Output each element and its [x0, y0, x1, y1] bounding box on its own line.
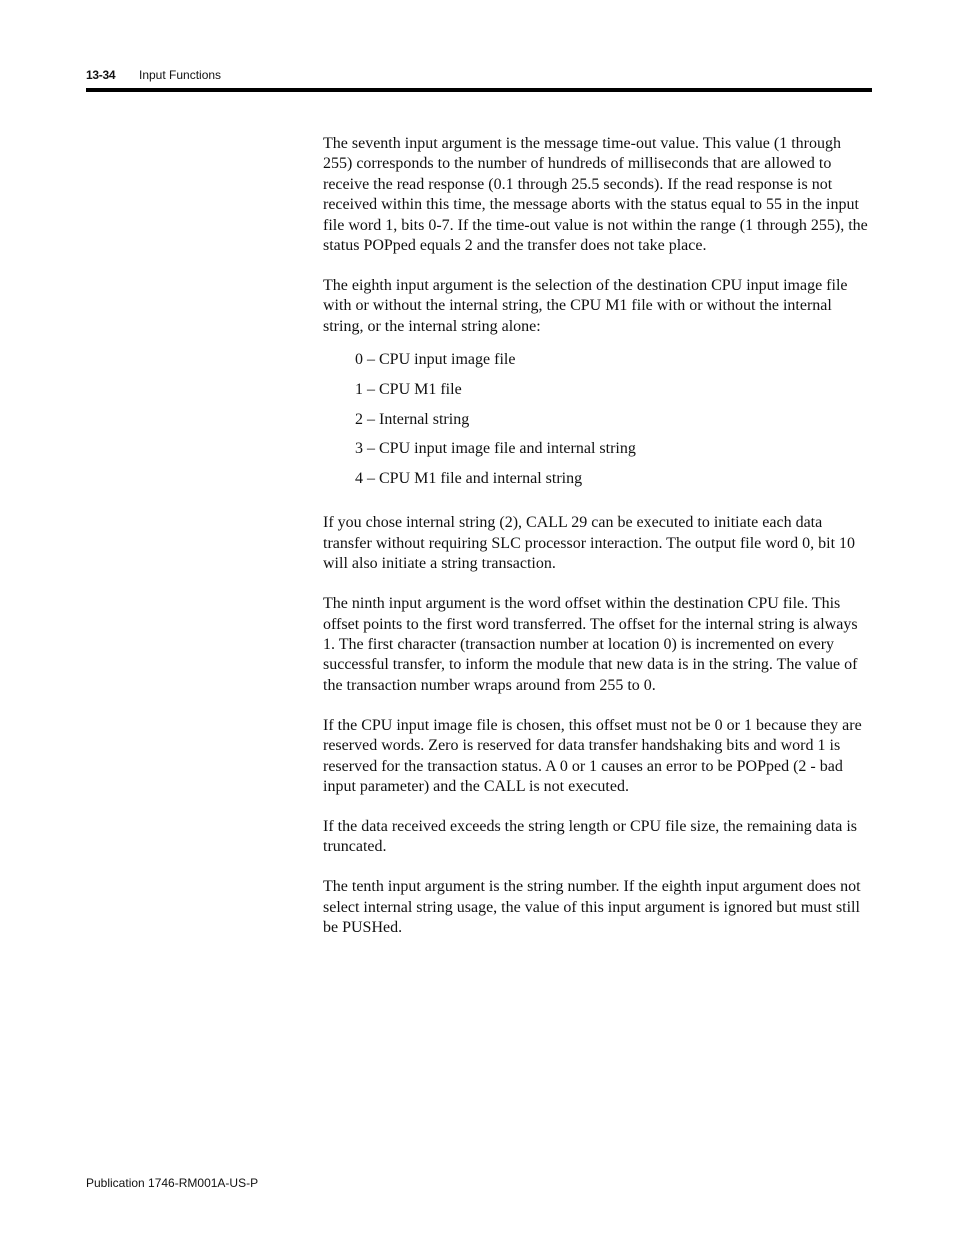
destination-options-list — [323, 345, 871, 493]
option-item: 0 – CPU input image file — [355, 351, 516, 369]
option-item: 1 – CPU M1 file — [355, 380, 462, 398]
option-item: 3 – CPU input image file and internal string — [355, 440, 636, 458]
paragraph-timeout: The seventh input argument is the message time-out value. This value (1 through 255) corresponds to the number of hundreds of milliseconds that are allowed to receive the read response (0.1 through 25.5 seconds). If the read response is not received within this time, the message aborts with the status equal to 55 in the input file word 1, bits 0-7. If the time-out value is not within the range (1 through 255), the status POPped equals 2 and the transfer does not take place. — [323, 135, 868, 255]
main-content — [323, 134, 871, 958]
paragraph-internal-string: If you chose internal string (2), CALL 29 can be executed to initiate each data transfer without requiring SLC processor interaction. The output file word 0, bit 10 will also initiate a string transaction. — [323, 514, 856, 573]
section-title: Input Functions — [139, 68, 222, 82]
paragraph-truncation: If the data received exceeds the string length or CPU file size, the remaining data is truncated. — [323, 817, 858, 856]
option-item: 4 – CPU M1 file and internal string — [355, 470, 583, 487]
paragraph-word-offset: The ninth input argument is the word offset within the destination CPU file. This offset points to the first word transferred. The offset for the internal string is always 1. The first character (transaction number at location 0) is incremented on every successful transfer, to inform the module that new data is in the string. The value of the transaction number wraps around from 255 to 0. — [323, 595, 858, 694]
paragraph-destination-selection: The eighth input argument is the selection of the destination CPU input image file with or without the internal string, the CPU M1 file with or without the internal string, or the internal string alone: — [323, 277, 848, 335]
page-number: 13-34 — [86, 68, 116, 82]
paragraph-reserved-words: If the CPU input image file is chosen, this offset must not be 0 or 1 because they are reserved words. Zero is reserved for data transfer handshaking bits and word 1 is reserved for the transaction status. A 0 or 1 causes an error to be POPped (2 - bad input parameter) and the CALL is not executed. — [323, 716, 862, 795]
publication-footer: Publication 1746-RM001A-US-P — [86, 1176, 259, 1190]
option-item: 2 – Internal string — [355, 410, 470, 428]
header-rule — [86, 88, 872, 92]
paragraph-string-number: The tenth input argument is the string number. If the eighth input argument does not select internal string usage, the value of this input argument is ignored but must still be PUSHed. — [323, 878, 861, 937]
page-header — [86, 66, 872, 84]
